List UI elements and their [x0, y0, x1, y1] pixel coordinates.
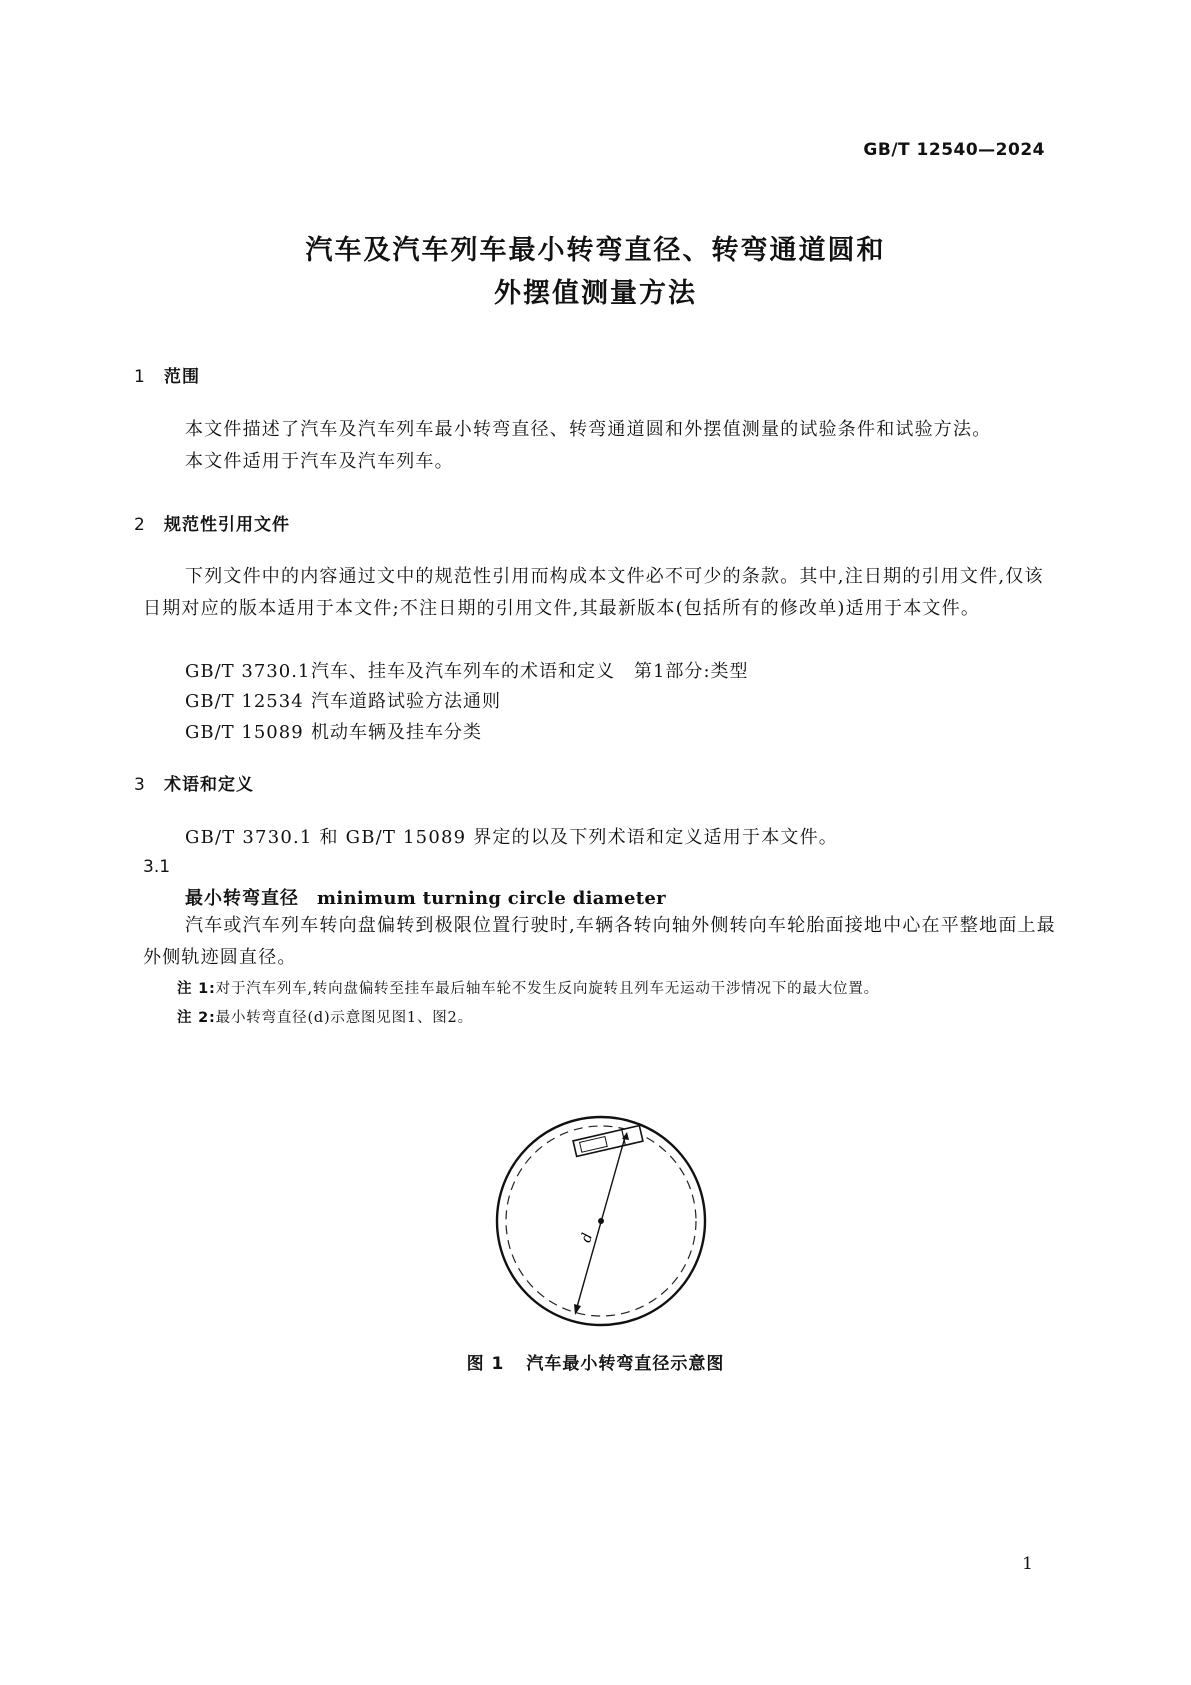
reference-code: GB/T 15089 — [185, 722, 304, 743]
reference-item — [185, 657, 749, 683]
diameter-label: d — [578, 1231, 597, 1245]
term-title — [185, 884, 666, 910]
note-1 — [177, 977, 879, 998]
reference-code: GB/T 12534 — [185, 691, 304, 712]
page-number: 1 — [1022, 1554, 1033, 1574]
section3-intro: GB/T 3730.1 和 GB/T 15089 界定的以及下列术语和定义适用于本文件。 — [185, 827, 839, 848]
section1-number: 1 — [134, 367, 146, 387]
term-name-en: minimum turning circle diameter — [317, 888, 666, 909]
center-point — [598, 1218, 604, 1224]
section2-number: 2 — [134, 515, 146, 535]
reference-title: 汽车、挂车及汽车列车的术语和定义 第1部分:类型 — [311, 661, 749, 682]
section2-heading — [134, 510, 290, 535]
reference-item — [185, 687, 501, 713]
reference-item — [185, 718, 482, 744]
section1-para2: 本文件适用于汽车及汽车列车。 — [185, 451, 454, 472]
figure-caption-text: 汽车最小转弯直径示意图 — [526, 1354, 725, 1374]
figure-caption — [0, 1349, 1191, 1374]
section1-title: 范围 — [164, 367, 200, 387]
note-2 — [177, 1006, 473, 1027]
section1-heading — [134, 362, 200, 387]
term-number: 3.1 — [143, 857, 171, 877]
figure-label: 图 1 — [466, 1354, 505, 1374]
document-title-line2: 外摆值测量方法 — [494, 278, 697, 309]
term-name-zh: 最小转弯直径 — [185, 888, 299, 909]
note-label: 注 1: — [177, 981, 216, 997]
section3-heading — [134, 770, 254, 795]
section3-title: 术语和定义 — [164, 775, 254, 795]
section2-title: 规范性引用文件 — [164, 515, 290, 535]
vehicle-outline — [573, 1126, 643, 1157]
document-title-line1: 汽车及汽车列车最小转弯直径、转弯通道圆和 — [305, 235, 886, 266]
term-definition: 汽车或汽车列车转向盘偏转到极限位置行驶时,车辆各转向轴外侧转向车轮胎面接地中心在平整地面上最外侧轨迹圆直径。 — [143, 915, 1056, 968]
section2-para: 下列文件中的内容通过文中的规范性引用而构成本文件必不可少的条款。其中,注日期的引用文件,仅该日期对应的版本适用于本文件;不注日期的引用文件,其最新版本(包括所有的修改单)适用于本文件。 — [143, 566, 1044, 619]
standard-code: GB/T 12540—2024 — [863, 140, 1045, 160]
section1-para1: 本文件描述了汽车及汽车列车最小转弯直径、转弯通道圆和外摆值测量的试验条件和试验方法。 — [185, 419, 992, 440]
section3-number: 3 — [134, 775, 146, 795]
reference-code: GB/T 3730.1 — [185, 661, 311, 682]
note-text: 对于汽车列车,转向盘偏转至挂车最后轴车轮不发生反向旋转且列车无运动干涉情况下的最大位置。 — [215, 981, 879, 997]
note-label: 注 2: — [177, 1010, 216, 1026]
reference-title: 机动车辆及挂车分类 — [311, 722, 482, 743]
reference-title: 汽车道路试验方法通则 — [311, 691, 501, 712]
note-text: 最小转弯直径(d)示意图见图1、图2。 — [215, 1010, 473, 1026]
turning-diameter-figure — [488, 1105, 718, 1335]
